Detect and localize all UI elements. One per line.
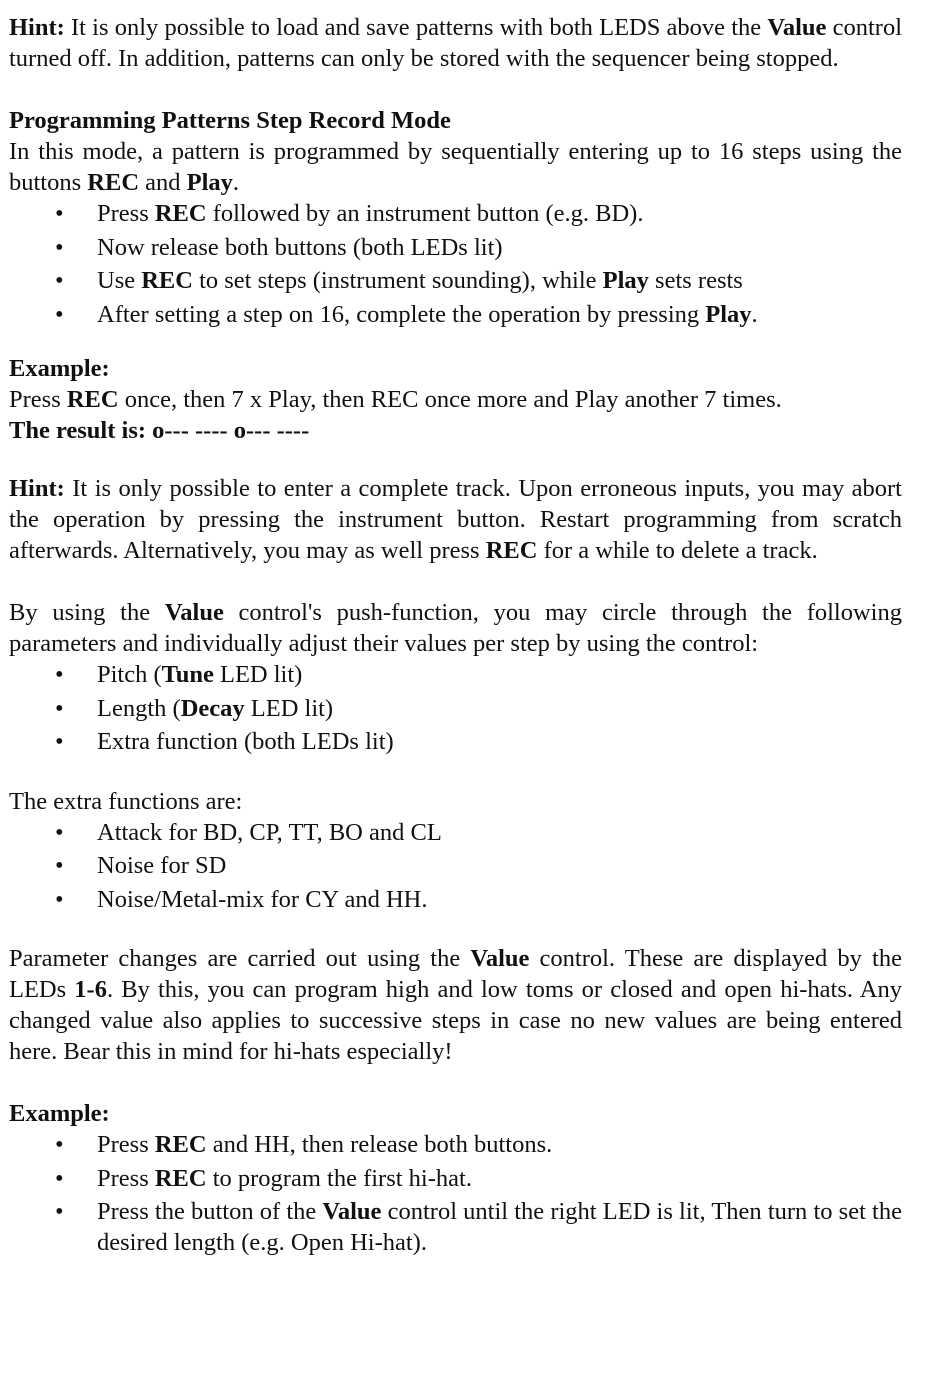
hint-paragraph-1: Hint: It is only possible to load and save patterns with both LEDS above the Value control turned off. In addition, patterns can only be stored with the sequencer being stopped. [9, 14, 902, 72]
bullet-icon: • [55, 200, 64, 227]
bullet-icon: • [55, 728, 64, 755]
list-item: • Pitch (Tune LED lit) [55, 661, 303, 688]
list-item: • Press REC followed by an instrument button (e.g. BD). [55, 200, 644, 227]
list-item: • Press REC to program the first hi-hat. [55, 1164, 472, 1192]
example-steps-list [9, 1129, 902, 1258]
list-item: • Now release both buttons (both LEDs lit) [55, 233, 503, 261]
example-text: Press REC once, then 7 x Play, then REC once more and Play another 7 times. [9, 386, 782, 413]
list-item: • Noise/Metal-mix for CY and HH. [55, 885, 428, 913]
step-record-intro: In this mode, a pattern is programmed by sequentially entering up to 16 steps using the buttons REC and Play. [9, 138, 902, 196]
extra-functions-list [9, 817, 902, 915]
list-item: • Use REC to set steps (instrument sounding), while Play sets rests [55, 267, 743, 294]
bullet-icon: • [55, 818, 64, 846]
example-label: Example: [9, 1100, 110, 1127]
list-item: • Attack for BD, CP, TT, BO and CL [55, 818, 442, 846]
bullet-icon: • [55, 1164, 64, 1192]
extra-functions-intro: The extra functions are: [9, 787, 243, 815]
hint-paragraph-2: Hint: It is only possible to enter a complete track. Upon erroneous inputs, you may abort the operation by pressing the instrument button. Restart programming from scratch afterwards. Alternatively, you may as well press REC for a while to delete a track. [9, 475, 902, 564]
bullet-icon: • [55, 233, 64, 261]
bullet-icon: • [55, 1131, 64, 1158]
value-control-paragraph: By using the Value control's push-function, you may circle through the following parameters and individually adjust their values per step by using the control: [9, 599, 902, 657]
step-record-list [9, 198, 902, 330]
bullet-icon: • [55, 1198, 64, 1225]
list-item: • Noise for SD [55, 852, 227, 879]
hint-label: Hint: [9, 14, 65, 41]
example-result: The result is: o--- ---- o--- ---- [9, 417, 310, 444]
bullet-icon: • [55, 267, 64, 294]
hint-label: Hint: [9, 475, 65, 502]
list-item: • Press REC and HH, then release both buttons. [55, 1131, 553, 1158]
example-label: Example: [9, 355, 110, 382]
parameter-changes-paragraph: Parameter changes are carried out using the Value control. These are displayed by the LEDs 1-6. By this, you can program high and low toms or closed and open hi-hats. Any changed value also applies to successive steps in case no new values are being entered here. Bear this in mind for hi-hats especially! [9, 945, 902, 1065]
bullet-icon: • [55, 694, 64, 722]
manual-page [9, 12, 902, 1261]
parameter-list [9, 659, 902, 757]
list-item: • After setting a step on 16, complete the operation by pressing Play. [55, 300, 758, 328]
bullet-icon: • [55, 661, 64, 688]
bullet-icon: • [55, 300, 64, 328]
list-item: • Length (Decay LED lit) [55, 694, 334, 722]
list-item: • Extra function (both LEDs lit) [55, 728, 394, 755]
section-heading: Programming Patterns Step Record Mode [9, 107, 451, 134]
bullet-icon: • [55, 885, 64, 913]
list-item: • Press the button of the Value control until the right LED is lit, Then turn to set the desired length (e.g. Open Hi-hat). [55, 1198, 902, 1256]
bullet-icon: • [55, 852, 64, 879]
